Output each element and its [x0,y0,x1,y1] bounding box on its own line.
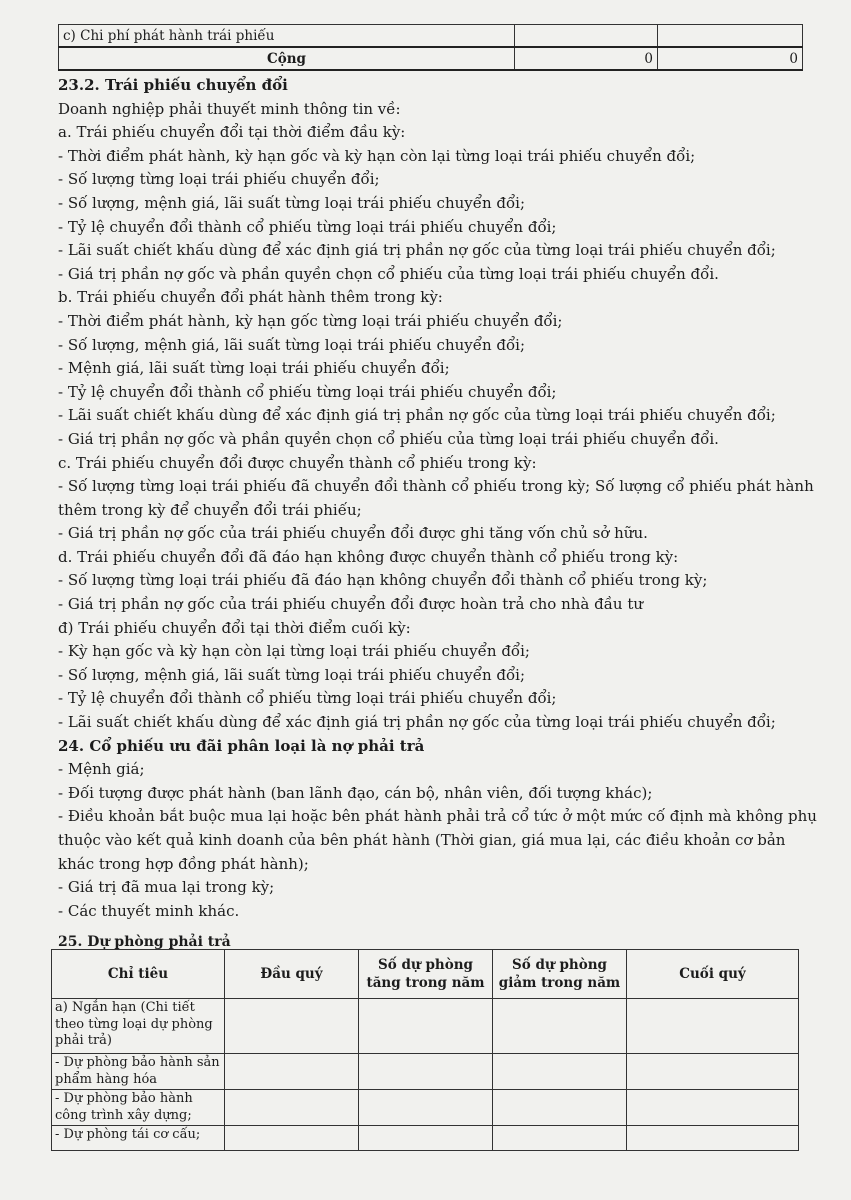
text-line: - Giá trị phần nợ gốc của trái phiếu chuyển đổi được hoàn trả cho nhà đầu tư [58,595,644,614]
table-row [59,25,803,48]
text-line: a. Trái phiếu chuyển đổi tại thời điểm đầu kỳ: [58,123,406,142]
table-cell [359,999,493,1054]
text-line: - Giá trị phần nợ gốc và phần quyền chọn cổ phiếu của từng loại trái phiếu chuyển đổi. [58,264,719,283]
total-value-2: 0 [658,47,803,70]
table-cell [225,999,359,1054]
table-cell [493,1054,627,1090]
text-line: - Số lượng, mệnh giá, lãi suất từng loại trái phiếu chuyển đổi; [58,665,526,684]
table-cell [493,1090,627,1126]
row-label: a) Ngắn hạn (Chi tiết theo từng loại dự phòng phải trả) [52,999,225,1054]
table-cell [225,1126,359,1151]
text-line: - Tỷ lệ chuyển đổi thành cổ phiếu từng loại trái phiếu chuyển đổi; [58,217,557,236]
section-heading-23-2: 23.2. Trái phiếu chuyển đổi [58,76,288,94]
row-label: c) Chi phí phát hành trái phiếu [59,25,515,48]
table-cell [359,1090,493,1126]
table-row [52,999,799,1054]
text-paragraph: - Số lượng từng loại trái phiếu đã chuyển đổi thành cổ phiếu trong kỳ; Số lượng cổ phiếu phát hành thêm trong kỳ để chuyển đổi trái phiếu; [58,477,814,519]
section-heading-24: 24. Cổ phiếu ưu đãi phân loại là nợ phải trả [58,736,425,755]
table-cell [225,1054,359,1090]
table-row [52,1090,799,1126]
column-header: Đầu quý [225,950,359,999]
table-cell [627,999,799,1054]
row-label: - Dự phòng tái cơ cấu; [52,1126,225,1151]
table-row [52,1126,799,1151]
table-cell [359,1054,493,1090]
table-cell [627,1090,799,1126]
table-cell [627,1054,799,1090]
total-value-1: 0 [515,47,658,70]
table-cell [627,1126,799,1151]
row-label: - Dự phòng bảo hành sản phẩm hàng hóa [52,1054,225,1090]
bond-cost-table [58,24,803,71]
column-header: Cuối quý [627,950,799,999]
provisions-table [51,949,799,1151]
text-line: - Lãi suất chiết khấu dùng để xác định giá trị phần nợ gốc của từng loại trái phiếu chuyển đổi; [58,406,776,425]
table-cell [515,25,658,48]
text-line: - Số lượng, mệnh giá, lãi suất từng loại trái phiếu chuyển đổi; [58,335,526,354]
text-line: - Giá trị phần nợ gốc của trái phiếu chuyển đổi được ghi tăng vốn chủ sở hữu. [58,524,648,543]
text-line: b. Trái phiếu chuyển đổi phát hành thêm trong kỳ: [58,288,443,307]
row-label: - Dự phòng bảo hành công trình xây dựng; [52,1090,225,1126]
text-line: - Số lượng, mệnh giá, lãi suất từng loại trái phiếu chuyển đổi; [58,193,526,212]
text-line: - Thời điểm phát hành, kỳ hạn gốc và kỳ hạn còn lại từng loại trái phiếu chuyển đổi; [58,146,696,165]
text-line: - Thời điểm phát hành, kỳ hạn gốc từng loại trái phiếu chuyển đổi; [58,311,563,330]
total-label: Cộng [59,47,515,70]
table-cell [493,1126,627,1151]
text-line: - Mệnh giá; [58,760,145,779]
text-line: - Tỷ lệ chuyển đổi thành cổ phiếu từng loại trái phiếu chuyển đổi; [58,382,557,401]
text-line: đ) Trái phiếu chuyển đổi tại thời điểm cuối kỳ: [58,618,411,637]
document-body [58,74,818,923]
text-line: - Tỷ lệ chuyển đổi thành cổ phiếu từng loại trái phiếu chuyển đổi; [58,689,557,708]
table-cell [359,1126,493,1151]
text-line: - Lãi suất chiết khấu dùng để xác định giá trị phần nợ gốc của từng loại trái phiếu chuyển đổi; [58,713,776,732]
text-line: - Đối tượng được phát hành (ban lãnh đạo, cán bộ, nhân viên, đối tượng khác); [58,783,653,802]
text-line: - Số lượng từng loại trái phiếu chuyển đổi; [58,170,380,189]
table-row [52,1054,799,1090]
text-line: - Các thuyết minh khác. [58,901,240,920]
text-line: - Mệnh giá, lãi suất từng loại trái phiếu chuyển đổi; [58,359,450,378]
table-header-row [52,950,799,999]
table-cell [225,1090,359,1126]
column-header: Số dự phòng giảm trong năm [493,950,627,999]
column-header: Chỉ tiêu [52,950,225,999]
text-line: c. Trái phiếu chuyển đổi được chuyển thành cổ phiếu trong kỳ: [58,453,537,472]
text-line: - Giá trị phần nợ gốc và phần quyền chọn cổ phiếu của từng loại trái phiếu chuyển đổi. [58,429,719,448]
total-row [59,47,803,70]
text-line: d. Trái phiếu chuyển đổi đã đáo hạn không được chuyển thành cổ phiếu trong kỳ: [58,547,679,566]
text-line: - Kỳ hạn gốc và kỳ hạn còn lại từng loại trái phiếu chuyển đổi; [58,642,530,661]
text-line: Doanh nghiệp phải thuyết minh thông tin về: [58,99,401,118]
table-cell [658,25,803,48]
section-heading-25: 25. Dự phòng phải trả [58,934,231,950]
text-paragraph: - Điều khoản bắt buộc mua lại hoặc bên phát hành phải trả cổ tức ở một mức cố định mà không phụ thuộc vào kết quả kinh doanh của bên phát hành (Thời gian, giá mua lại, các điều khoản cơ bản khác trong hợp đồng phát hành); [58,807,817,873]
column-header: Số dự phòng tăng trong năm [359,950,493,999]
table-cell [493,999,627,1054]
text-line: - Số lượng từng loại trái phiếu đã đáo hạn không chuyển đổi thành cổ phiếu trong kỳ; [58,571,708,590]
text-line: - Giá trị đã mua lại trong kỳ; [58,878,275,897]
text-line: - Lãi suất chiết khấu dùng để xác định giá trị phần nợ gốc của từng loại trái phiếu chuyển đổi; [58,241,776,260]
